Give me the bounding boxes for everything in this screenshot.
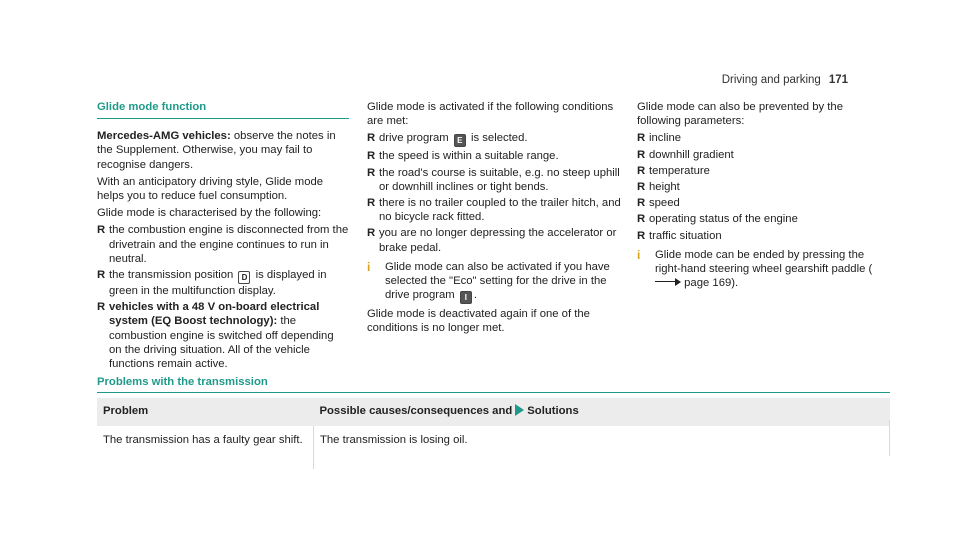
- glide-mode-title: Glide mode function: [97, 100, 349, 119]
- page-reference-arrow-icon[interactable]: [655, 277, 681, 286]
- parameters-list: [637, 131, 882, 242]
- bullet-icon: R: [97, 224, 106, 237]
- amg-text: observe the notes in the Supplement. Otherwise, you may fail to recognise dangers.: [97, 130, 336, 171]
- problem-column-header: Problem: [97, 398, 314, 426]
- list-item: R operating status of the engine: [637, 213, 798, 226]
- table-row: [97, 426, 890, 469]
- conditions-list: [367, 131, 623, 254]
- drive-program-i-icon: I: [460, 291, 472, 304]
- bullet-icon: R: [367, 197, 376, 210]
- section-name: Driving and parking: [721, 74, 821, 86]
- bullet-icon: R: [367, 166, 376, 179]
- deactivated-text: Glide mode is deactivated again if one of the conditions is no longer met.: [367, 308, 590, 335]
- list-item: R there is no trailer coupled to the trailer hitch, and no bicycle rack fitted.: [367, 197, 621, 224]
- bullet-icon: R: [637, 229, 646, 242]
- gear-d-icon: D: [238, 271, 250, 284]
- activated-text: Glide mode is activated if the following conditions are met:: [367, 101, 614, 128]
- list-item: R vehicles with a 48 V on-board electrical system (EQ Boost technology): the combustion engine is switched off depending on the driving situation. All of the vehicle functions remain active.: [97, 301, 334, 371]
- table-header-row: [97, 398, 890, 426]
- cause-cell: The transmission is losing oil.: [320, 434, 468, 446]
- characteristics-list: [97, 223, 349, 371]
- running-head: [722, 74, 848, 86]
- list-item: R incline: [637, 132, 682, 145]
- drive-program-e-icon: E: [454, 134, 466, 147]
- list-item: R height: [637, 181, 680, 194]
- column-2: [367, 100, 623, 339]
- problem-cell: The transmission has a faulty gear shift.: [97, 426, 314, 469]
- intro-text: With an anticipatory driving style, Glide mode helps you to reduce fuel consumption.: [97, 175, 324, 203]
- bullet-icon: R: [367, 132, 376, 145]
- info-icon: i: [367, 259, 371, 274]
- amg-label: Mercedes-AMG vehicles:: [97, 130, 231, 143]
- bullet-icon: R: [637, 148, 646, 161]
- list-item: R drive program E is selected.: [367, 132, 528, 146]
- list-item: R the road's course is suitable, e.g. no steep uphill or downhill inclines or tight bends.: [367, 166, 620, 193]
- bullet-icon: R: [637, 181, 646, 194]
- column-1: [97, 100, 349, 374]
- solutions-arrow-icon: [515, 404, 524, 416]
- problems-title: Problems with the transmission: [97, 376, 890, 393]
- prevented-text: Glide mode can also be prevented by the following parameters:: [637, 101, 843, 128]
- bullet-icon: R: [637, 197, 646, 210]
- bullet-icon: R: [367, 150, 376, 163]
- bullet-icon: R: [637, 213, 646, 226]
- paddle-note: i Glide mode can be ended by pressing the right-hand steering wheel gearshift paddle ( page 169).: [637, 247, 873, 290]
- bullet-icon: R: [97, 269, 106, 282]
- list-item: R temperature: [637, 164, 710, 177]
- bullet-icon: R: [367, 227, 376, 240]
- table-right-border: [889, 420, 890, 456]
- list-item: R you are no longer depressing the accelerator or brake pedal.: [367, 227, 617, 254]
- column-3: [637, 100, 882, 293]
- list-item: R traffic situation: [637, 229, 722, 242]
- problems-table: [97, 398, 890, 469]
- list-item: R the combustion engine is disconnected from the drivetrain and the engine continues to run in neutral.: [97, 224, 349, 265]
- list-item: R speed: [637, 197, 680, 210]
- page-number: 171: [828, 74, 848, 86]
- causes-column-header: Possible causes/consequences and Solutions: [314, 398, 891, 426]
- bullet-icon: R: [97, 301, 106, 314]
- eco-note: i Glide mode can also be activated if you have selected the "Eco" setting for the drive in the drive program I .: [367, 259, 610, 303]
- list-item: R the speed is within a suitable range.: [367, 150, 559, 163]
- bullet-icon: R: [637, 164, 646, 177]
- list-item: R the transmission position D is displayed in green in the multifunction display.: [97, 269, 327, 298]
- amg-note: [97, 129, 349, 172]
- page-reference-link[interactable]: page 169).: [681, 277, 739, 290]
- bullet-icon: R: [637, 132, 646, 145]
- list-item: R downhill gradient: [637, 148, 734, 161]
- characterised-text: Glide mode is characterised by the following:: [97, 207, 322, 220]
- info-icon: i: [637, 247, 641, 262]
